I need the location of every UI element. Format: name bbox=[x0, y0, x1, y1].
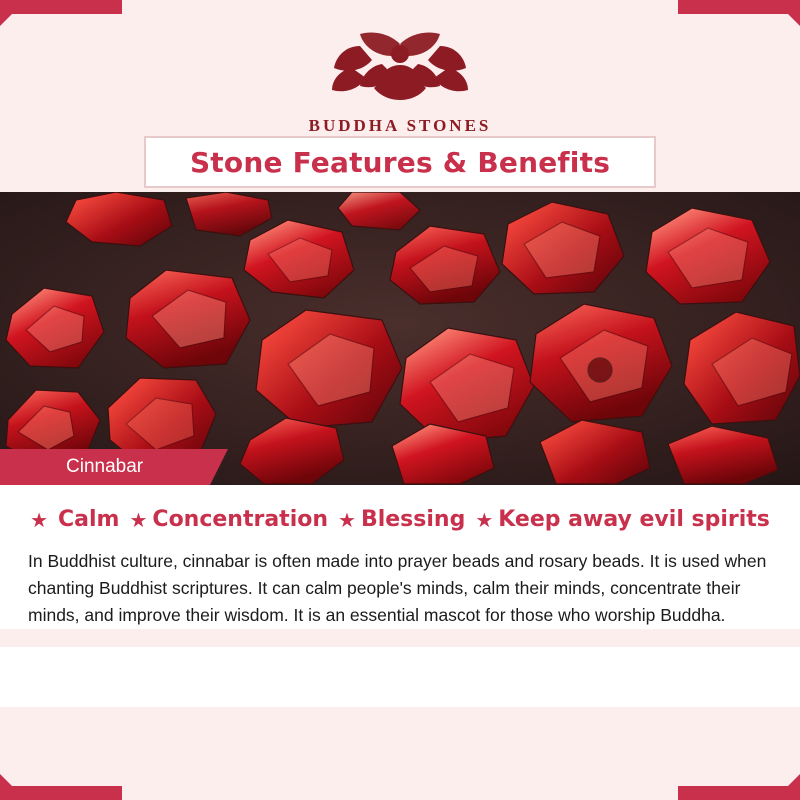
brand-logo bbox=[0, 24, 800, 136]
stone-photo bbox=[0, 192, 800, 485]
benefit-keyword-keep-away-evil-spirits bbox=[475, 507, 770, 532]
benefits-description: In Buddhist culture, cinnabar is often made into prayer beads and rosary beads. It is used when chanting Buddhist scriptures. It can calm people's minds, calm their minds, concentrate their minds, and improve their wisdom. It is an essential mascot for those who worship Buddha. bbox=[28, 551, 767, 626]
benefits-section bbox=[0, 485, 800, 629]
footer-spacer bbox=[0, 647, 800, 707]
star-icon: ★ bbox=[30, 507, 49, 532]
benefit-keyword-row bbox=[28, 507, 772, 532]
stone-name-text: Cinnabar bbox=[66, 456, 144, 477]
benefit-keyword-blessing bbox=[338, 507, 465, 532]
header bbox=[0, 0, 800, 192]
stone-name-label bbox=[0, 449, 210, 485]
corner-wedge-bottom-left bbox=[0, 774, 26, 800]
lotus-meditation-icon bbox=[330, 24, 470, 110]
section-title-ribbon bbox=[144, 136, 656, 188]
cinnabar-stones-illustration bbox=[0, 192, 800, 485]
benefit-keyword-label: Concentration bbox=[152, 507, 329, 532]
star-icon: ★ bbox=[338, 507, 356, 532]
benefit-keyword-label: Keep away evil spirits bbox=[498, 507, 770, 532]
corner-wedge-bottom-right bbox=[774, 774, 800, 800]
star-icon: ★ bbox=[129, 507, 148, 532]
corner-wedge-top-right bbox=[774, 0, 800, 26]
benefit-keyword-concentration bbox=[129, 507, 328, 532]
benefit-keyword-label: Blessing bbox=[360, 507, 466, 532]
benefit-keyword-label: Calm bbox=[58, 507, 120, 532]
benefit-keyword-calm bbox=[30, 507, 119, 532]
star-icon: ★ bbox=[475, 507, 494, 532]
page-title: Stone Features & Benefits bbox=[189, 145, 611, 179]
corner-wedge-top-left bbox=[0, 0, 26, 26]
brand-name: BUDDHA STONES bbox=[308, 116, 492, 135]
